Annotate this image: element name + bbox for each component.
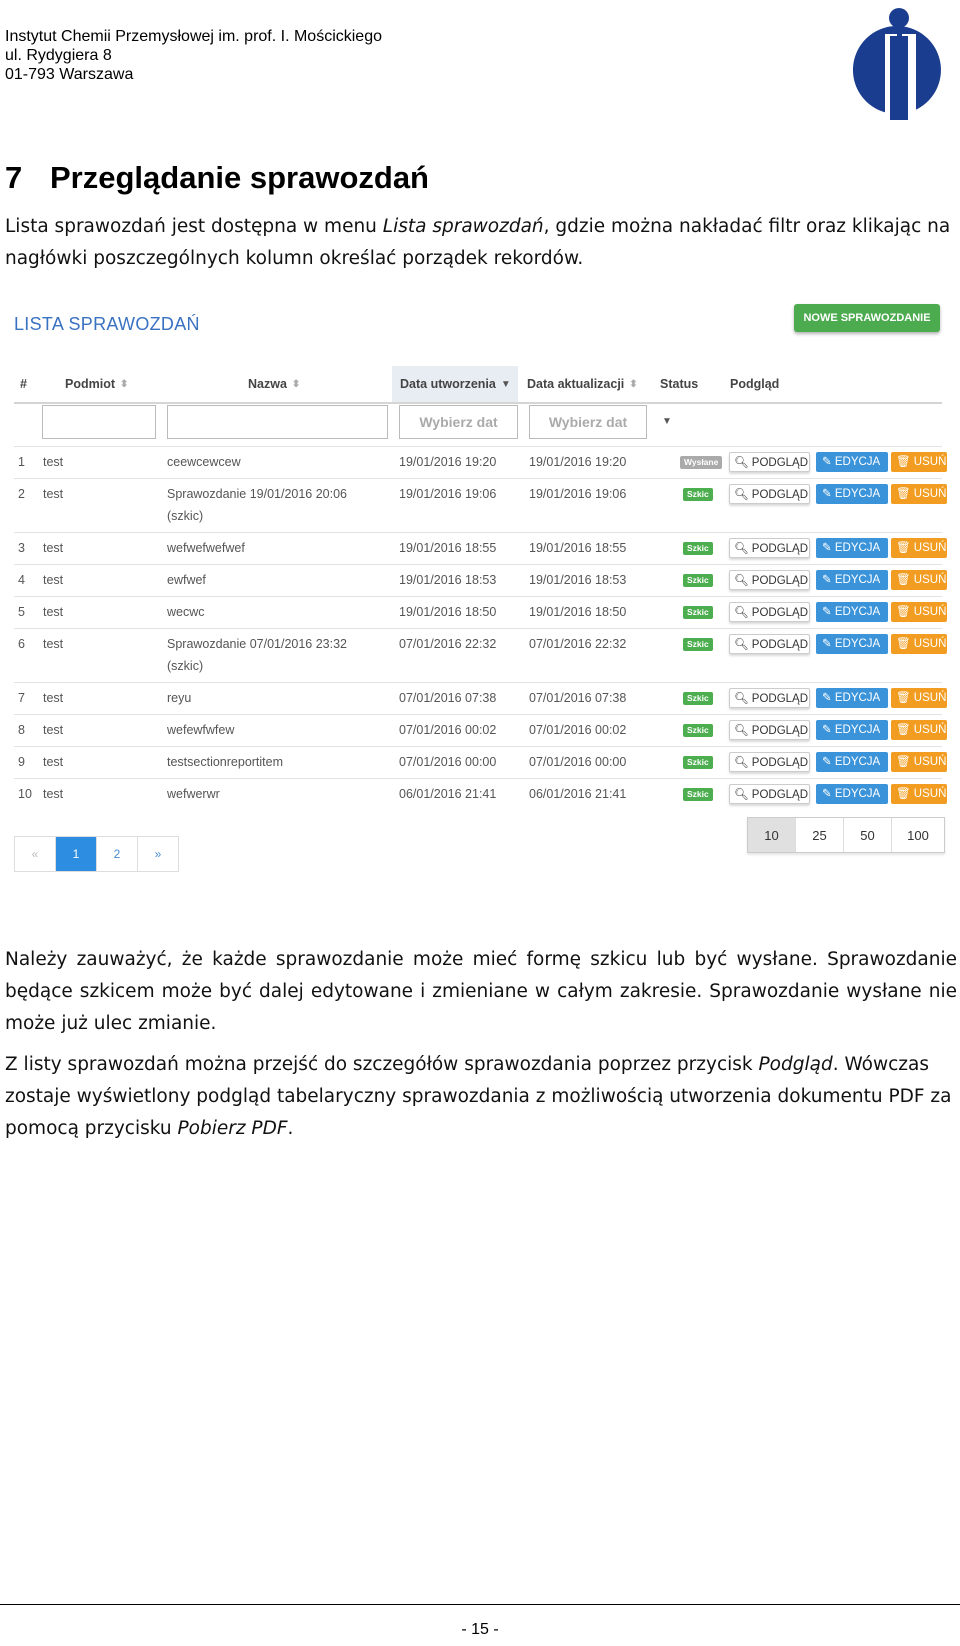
header-line-1: Instytut Chemii Przemysłowej im. prof. I. Mościckiego xyxy=(5,28,382,45)
table-row xyxy=(14,596,947,629)
sort-icon: ⬍ xyxy=(291,378,301,390)
row-created: 19/01/2016 19:20 xyxy=(399,455,497,469)
row-updated: 07/01/2016 22:32 xyxy=(529,637,627,651)
edit-icon: ✎ xyxy=(822,606,835,618)
row-number: 9 xyxy=(18,755,25,769)
sort-icon: ⬍ xyxy=(629,378,638,390)
status-badge: Szkic xyxy=(683,488,713,501)
row-created: 19/01/2016 18:55 xyxy=(399,541,497,555)
intro-menu-name: Lista sprawozdań xyxy=(382,216,544,237)
edit-button[interactable] xyxy=(816,570,888,590)
preview-button-label: PODGLĄD xyxy=(751,757,809,769)
edit-button-label: EDYCJA xyxy=(834,692,881,704)
search-icon: 🔍︎ xyxy=(734,757,752,769)
footer-divider xyxy=(0,1604,960,1605)
col-updated[interactable]: Data aktualizacji ⬍ xyxy=(527,377,638,391)
status-badge: Szkic xyxy=(683,724,713,737)
sort-icon: ⬍ xyxy=(120,378,129,390)
section-heading xyxy=(5,160,429,196)
preview-button-label: PODGLĄD xyxy=(751,457,809,469)
delete-button[interactable] xyxy=(891,688,947,708)
delete-button-label: USUŃ xyxy=(913,724,947,736)
status-badge: Szkic xyxy=(683,788,713,801)
row-updated: 19/01/2016 18:55 xyxy=(529,541,627,555)
delete-button[interactable] xyxy=(891,752,947,772)
delete-button-label: USUŃ xyxy=(913,788,947,800)
row-updated: 07/01/2016 00:02 xyxy=(529,723,627,737)
row-created: 07/01/2016 07:38 xyxy=(399,691,497,705)
status-badge: Szkic xyxy=(683,606,713,619)
row-subject: test xyxy=(43,573,64,587)
preview-button-label: PODGLĄD xyxy=(751,725,809,737)
row-updated: 19/01/2016 19:20 xyxy=(529,455,627,469)
subject-filter-input[interactable] xyxy=(42,405,156,439)
trash-icon: 🗑︎ xyxy=(896,574,914,586)
delete-button[interactable] xyxy=(891,484,947,504)
page-number: - 15 - xyxy=(461,1621,499,1638)
delete-button[interactable] xyxy=(891,538,947,558)
search-icon: 🔍︎ xyxy=(734,489,752,501)
row-updated: 19/01/2016 18:50 xyxy=(529,605,627,619)
pagination-page-1[interactable]: 1 xyxy=(56,837,97,871)
edit-button-label: EDYCJA xyxy=(834,724,881,736)
delete-button-label: USUŃ xyxy=(913,542,947,554)
row-name-suffix: (szkic) xyxy=(167,659,204,673)
trash-icon: 🗑︎ xyxy=(896,488,914,500)
col-subject[interactable]: Podmiot ⬍ xyxy=(65,377,129,391)
row-number: 6 xyxy=(18,637,25,651)
preview-button-label: PODGLĄD xyxy=(751,489,809,501)
row-updated: 07/01/2016 07:38 xyxy=(529,691,627,705)
preview-button-label: PODGLĄD xyxy=(751,789,809,801)
preview-button[interactable] xyxy=(729,602,810,622)
preview-button-label: PODGLĄD xyxy=(751,693,809,705)
edit-button[interactable] xyxy=(816,752,888,772)
delete-button-label: USUŃ xyxy=(913,638,947,650)
edit-button[interactable] xyxy=(816,688,888,708)
page-size-10[interactable]: 10 xyxy=(748,818,796,852)
row-created: 06/01/2016 21:41 xyxy=(399,787,497,801)
row-subject: test xyxy=(43,455,64,469)
edit-icon: ✎ xyxy=(822,724,835,736)
row-subject: test xyxy=(43,787,64,801)
col-name[interactable]: Nazwa ⬍ xyxy=(248,377,301,391)
page-size-25[interactable]: 25 xyxy=(796,818,844,852)
row-name: Sprawozdanie 07/01/2016 23:32 xyxy=(167,637,348,651)
table-row xyxy=(14,532,947,565)
table-row xyxy=(14,682,947,715)
trash-icon: 🗑︎ xyxy=(896,788,914,800)
row-created: 19/01/2016 18:53 xyxy=(399,573,497,587)
row-updated: 07/01/2016 00:00 xyxy=(529,755,627,769)
preview-button[interactable] xyxy=(729,752,810,772)
row-name: wecwc xyxy=(167,605,205,619)
status-filter-chevron-down-icon[interactable]: ▼ xyxy=(662,416,672,427)
edit-icon: ✎ xyxy=(822,542,835,554)
edit-button[interactable] xyxy=(816,602,888,622)
edit-button-label: EDYCJA xyxy=(834,542,881,554)
delete-button[interactable] xyxy=(891,570,947,590)
edit-button[interactable] xyxy=(816,484,888,504)
p3-em-preview: Podgląd xyxy=(758,1054,833,1075)
table-row xyxy=(14,478,947,533)
row-created: 07/01/2016 00:02 xyxy=(399,723,497,737)
row-updated: 19/01/2016 19:06 xyxy=(529,487,627,501)
institute-logo-icon xyxy=(852,6,942,120)
col-preview: Podgląd xyxy=(730,377,780,391)
row-number: 5 xyxy=(18,605,25,619)
table-row xyxy=(14,628,947,683)
row-subject: test xyxy=(43,605,64,619)
page-size-50[interactable]: 50 xyxy=(844,818,892,852)
sort-desc-icon: ▼ xyxy=(500,378,511,390)
edit-icon: ✎ xyxy=(822,488,835,500)
table-row xyxy=(14,778,947,811)
edit-icon: ✎ xyxy=(822,574,835,586)
preview-button[interactable] xyxy=(729,688,810,708)
row-number: 8 xyxy=(18,723,25,737)
preview-button-label: PODGLĄD xyxy=(751,607,809,619)
report-list-screenshot xyxy=(0,300,960,910)
edit-button-label: EDYCJA xyxy=(834,488,881,500)
header-line-3: 01-793 Warszawa xyxy=(5,66,134,83)
preview-button[interactable] xyxy=(729,538,810,558)
row-number: 7 xyxy=(18,691,25,705)
pagination xyxy=(14,836,179,872)
edit-button-label: EDYCJA xyxy=(834,756,881,768)
preview-button-label: PODGLĄD xyxy=(751,639,809,651)
row-subject: test xyxy=(43,691,64,705)
preview-button-label: PODGLĄD xyxy=(751,575,809,587)
p3-text-a: Z listy sprawozdań można przejść do szczegółów sprawozdania poprzez przycisk xyxy=(5,1054,759,1075)
status-badge: Szkic xyxy=(683,692,713,705)
preview-button[interactable] xyxy=(729,784,810,804)
col-status: Status xyxy=(660,377,699,391)
trash-icon: 🗑︎ xyxy=(896,638,914,650)
institute-header xyxy=(5,27,382,84)
delete-button-label: USUŃ xyxy=(913,756,947,768)
edit-icon: ✎ xyxy=(822,756,835,768)
row-updated: 06/01/2016 21:41 xyxy=(529,787,627,801)
delete-button[interactable] xyxy=(891,452,947,472)
col-created[interactable]: Data utworzenia ▼ xyxy=(392,366,518,402)
delete-button-label: USUŃ xyxy=(913,606,947,618)
updated-date-filter[interactable]: Wybierz dat xyxy=(529,405,647,439)
row-subject: test xyxy=(43,755,64,769)
intro-text-b: , gdzie można nakładać filtr oraz klikając na nagłówki poszczególnych kolumn określać porządek rekordów. xyxy=(5,216,951,269)
edit-button[interactable] xyxy=(816,452,888,472)
drafts-paragraph: Należy zauważyć, że każde sprawozdanie może mieć formę szkicu lub być wysłane. Sprawozdanie będące szkicem może być dalej edytowane i zmieniane w całym zakresie. Sprawozdanie wysłane nie może już ulec zmianie. xyxy=(5,949,957,1034)
list-title: LISTA SPRAWOZDAŃ xyxy=(14,314,200,334)
preview-button[interactable] xyxy=(729,484,810,504)
edit-button[interactable] xyxy=(816,538,888,558)
table-row xyxy=(14,714,947,747)
section-number: 7 xyxy=(5,160,23,195)
pagination-next[interactable]: » xyxy=(154,847,162,861)
search-icon: 🔍︎ xyxy=(734,725,752,737)
row-number: 3 xyxy=(18,541,25,555)
intro-text-a: Lista sprawozdań jest dostępna w menu xyxy=(5,216,383,237)
delete-button[interactable] xyxy=(891,720,947,740)
table-row xyxy=(14,564,947,597)
trash-icon: 🗑︎ xyxy=(896,692,914,704)
intro-paragraph xyxy=(5,211,957,275)
row-name: wefwefwefwef xyxy=(167,541,245,555)
edit-button-label: EDYCJA xyxy=(834,638,881,650)
new-report-button[interactable]: NOWE SPRAWOZDANIE xyxy=(794,304,940,332)
row-name: ewfwef xyxy=(167,573,206,587)
page-size-100[interactable]: 100 xyxy=(907,827,929,843)
trash-icon: 🗑︎ xyxy=(896,724,914,736)
edit-button-label: EDYCJA xyxy=(834,606,881,618)
preview-button[interactable] xyxy=(729,720,810,740)
status-badge: Szkic xyxy=(683,542,713,555)
edit-icon: ✎ xyxy=(822,692,835,704)
created-date-filter[interactable]: Wybierz dat xyxy=(399,405,518,439)
row-name: Sprawozdanie 19/01/2016 20:06 xyxy=(167,487,348,501)
page-size-selector xyxy=(747,817,945,853)
delete-button-label: USUŃ xyxy=(913,488,947,500)
delete-button[interactable] xyxy=(891,784,947,804)
p3-text-c: . xyxy=(287,1118,294,1139)
trash-icon: 🗑︎ xyxy=(896,542,914,554)
search-icon: 🔍︎ xyxy=(734,607,752,619)
row-name-suffix: (szkic) xyxy=(167,509,204,523)
row-created: 19/01/2016 19:06 xyxy=(399,487,497,501)
row-subject: test xyxy=(43,541,64,555)
row-subject: test xyxy=(43,637,64,651)
row-number: 1 xyxy=(18,455,25,469)
preview-paragraph xyxy=(5,1049,957,1145)
delete-button-label: USUŃ xyxy=(913,574,947,586)
search-icon: 🔍︎ xyxy=(734,693,752,705)
preview-button-label: PODGLĄD xyxy=(751,543,809,555)
trash-icon: 🗑︎ xyxy=(896,756,914,768)
edit-button-label: EDYCJA xyxy=(834,456,881,468)
row-name: wefewfwfew xyxy=(167,723,235,737)
edit-button[interactable] xyxy=(816,720,888,740)
row-created: 19/01/2016 18:50 xyxy=(399,605,497,619)
delete-button-label: USUŃ xyxy=(913,692,947,704)
status-badge: Szkic xyxy=(683,756,713,769)
edit-button-label: EDYCJA xyxy=(834,574,881,586)
row-name: testsectionreportitem xyxy=(167,755,284,769)
delete-button[interactable] xyxy=(891,634,947,654)
preview-button[interactable] xyxy=(729,570,810,590)
row-created: 07/01/2016 00:00 xyxy=(399,755,497,769)
edit-icon: ✎ xyxy=(822,788,835,800)
search-icon: 🔍︎ xyxy=(734,457,752,469)
row-number: 2 xyxy=(18,487,25,501)
delete-button[interactable] xyxy=(891,602,947,622)
section-title: Przeglądanie sprawozdań xyxy=(50,160,429,195)
search-icon: 🔍︎ xyxy=(734,575,752,587)
col-num: # xyxy=(20,377,27,391)
table-row xyxy=(14,446,947,479)
search-icon: 🔍︎ xyxy=(734,543,752,555)
edit-icon: ✎ xyxy=(822,456,835,468)
name-filter-input[interactable] xyxy=(167,405,388,439)
edit-button[interactable] xyxy=(816,784,888,804)
search-icon: 🔍︎ xyxy=(734,639,752,651)
trash-icon: 🗑︎ xyxy=(896,456,914,468)
edit-button[interactable] xyxy=(816,634,888,654)
edit-button-label: EDYCJA xyxy=(834,788,881,800)
row-name: reyu xyxy=(167,691,192,705)
pagination-prev[interactable]: « xyxy=(15,837,56,871)
table-row xyxy=(14,746,947,779)
row-created: 07/01/2016 22:32 xyxy=(399,637,497,651)
edit-icon: ✎ xyxy=(822,638,835,650)
row-name: ceewcewcew xyxy=(167,455,241,469)
status-badge: Szkic xyxy=(683,638,713,651)
row-number: 4 xyxy=(18,573,25,587)
status-badge: Szkic xyxy=(683,574,713,587)
preview-button[interactable] xyxy=(729,452,810,472)
preview-button[interactable] xyxy=(729,634,810,654)
row-subject: test xyxy=(43,723,64,737)
search-icon: 🔍︎ xyxy=(734,789,752,801)
trash-icon: 🗑︎ xyxy=(896,606,914,618)
table-header xyxy=(14,366,942,404)
row-number: 10 xyxy=(18,787,32,801)
status-badge: Wysłane xyxy=(680,456,722,469)
header-line-2: ul. Rydygiera 8 xyxy=(5,47,112,64)
row-subject: test xyxy=(43,487,64,501)
delete-button-label: USUŃ xyxy=(913,456,947,468)
row-name: wefwerwr xyxy=(167,787,220,801)
p3-text-b: . Wówczas zostaje wyświetlony podgląd tabelaryczny sprawozdania z możliwością utworzenia dokumentu PDF za pomocą przycisku xyxy=(5,1054,952,1139)
pagination-page-2[interactable]: 2 xyxy=(97,837,138,871)
p3-em-pdf: Pobierz PDF xyxy=(177,1118,288,1139)
row-updated: 19/01/2016 18:53 xyxy=(529,573,627,587)
